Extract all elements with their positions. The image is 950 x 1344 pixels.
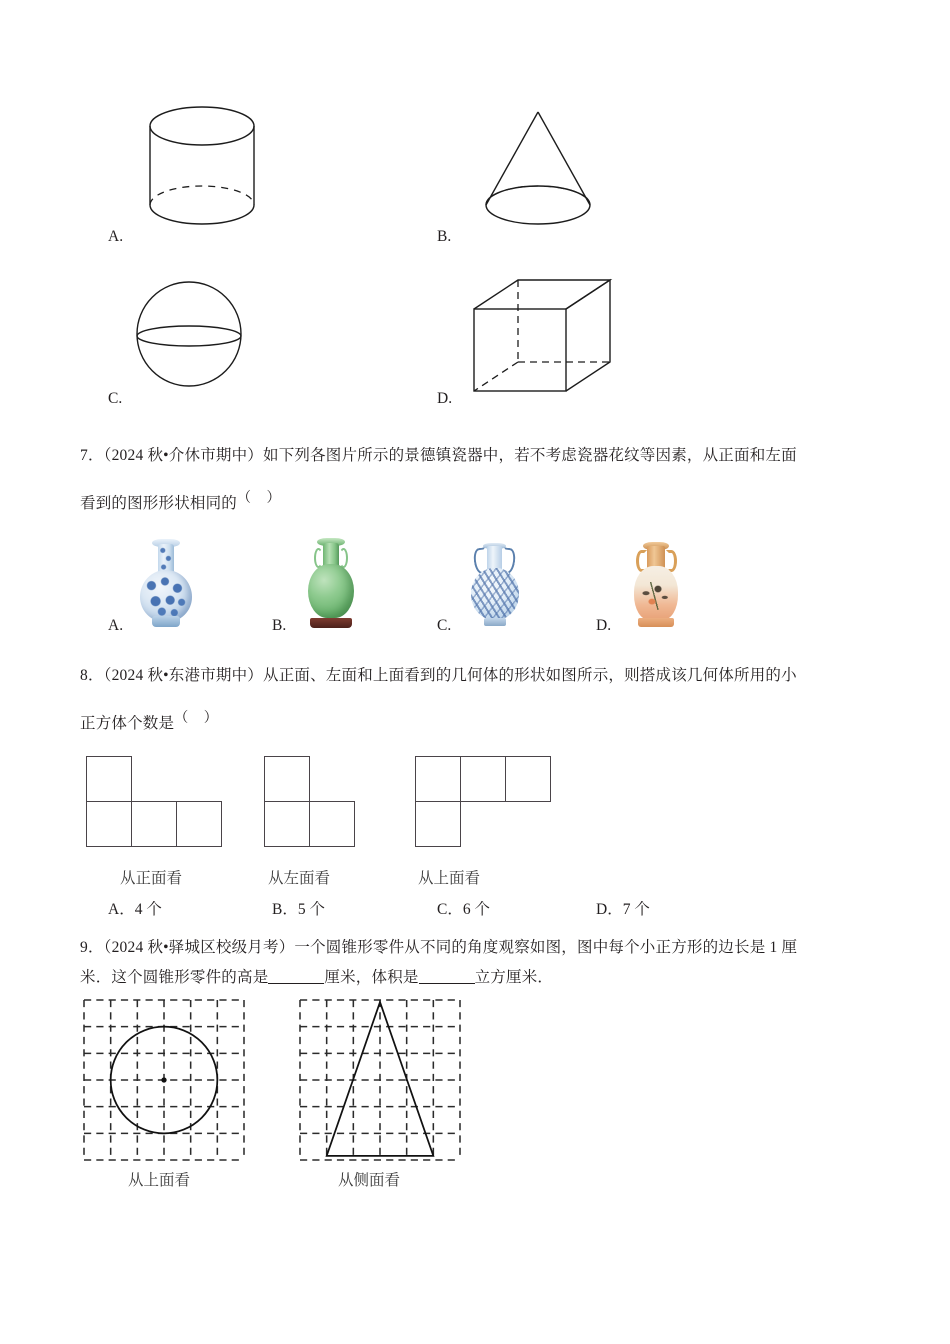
grid-cell xyxy=(131,801,177,847)
question-7-line-1 xyxy=(80,444,797,467)
choice-q8-c[interactable]: C．6 个 xyxy=(437,901,490,918)
view-front-diagram xyxy=(86,756,236,856)
grid-cell xyxy=(264,801,310,847)
answer-blank-volume[interactable] xyxy=(419,983,475,984)
vase-image-c xyxy=(462,532,530,632)
grid-cell xyxy=(309,801,355,847)
option-label-q7-b: B. xyxy=(272,617,287,634)
question-7-number: 7． xyxy=(80,447,104,464)
option-label-q6-b: B. xyxy=(437,228,452,245)
question-8-line-2 xyxy=(80,708,224,735)
figure-cylinder xyxy=(140,98,280,233)
grid-cell xyxy=(460,756,506,802)
figure-side-view-triangle xyxy=(300,1000,460,1160)
vase-image-a xyxy=(132,532,200,632)
question-7-answer-paren: （ ） xyxy=(237,491,287,506)
grid-cell xyxy=(415,756,461,802)
answer-blank-height[interactable] xyxy=(268,983,324,984)
view-top-diagram xyxy=(415,756,565,856)
figure-sphere xyxy=(133,278,263,396)
option-label-q7-d: D. xyxy=(596,617,612,634)
grid-cell xyxy=(415,801,461,847)
question-7-line-2 xyxy=(80,488,287,515)
grid-cell xyxy=(505,756,551,802)
figure-top-view-circle xyxy=(84,1000,244,1160)
grid-cell xyxy=(176,801,222,847)
caption-q9-top-view: 从上面看 xyxy=(128,1172,191,1189)
option-label-q6-d: D. xyxy=(437,390,453,407)
question-9-text-2c: 立方厘米． xyxy=(474,969,554,986)
question-8-answer-paren: （ ） xyxy=(174,711,224,726)
caption-q9-side-view: 从侧面看 xyxy=(338,1172,401,1189)
figure-cube xyxy=(466,272,636,402)
question-8-number: 8． xyxy=(80,667,104,684)
option-label-q7-c: C. xyxy=(437,617,452,634)
question-7-text-1: （2024 秋•介休市期中）如下列各图片所示的景德镇瓷器中，若不考虑瓷器花纹等因素，从正面和左面 xyxy=(103,447,797,464)
caption-front-view: 从正面看 xyxy=(120,870,183,887)
question-9-number: 9． xyxy=(80,939,104,956)
choice-q8-a[interactable]: A．4 个 xyxy=(108,901,162,918)
caption-left-view: 从左面看 xyxy=(268,870,331,887)
caption-top-view: 从上面看 xyxy=(418,870,481,887)
question-9-line-1 xyxy=(80,936,797,959)
choice-q8-d[interactable]: D．7 个 xyxy=(596,901,650,918)
question-9-line-2 xyxy=(80,966,553,989)
option-label-q6-c: C. xyxy=(108,390,123,407)
option-label-q6-a: A. xyxy=(108,228,124,245)
question-7-text-2: 看到的图形形状相同的 xyxy=(80,495,238,513)
grid-cell xyxy=(86,756,132,802)
question-8-line-1 xyxy=(80,664,797,687)
choice-q8-b[interactable]: B．5 个 xyxy=(272,901,325,918)
question-8-text-1: （2024 秋•东港市期中）从正面、左面和上面看到的几何体的形状如图所示，则搭成该几何体所用的小 xyxy=(103,667,797,684)
grid-cell xyxy=(264,756,310,802)
vase-image-d xyxy=(622,532,694,632)
vase-image-b xyxy=(298,532,366,632)
view-left-diagram xyxy=(264,756,369,856)
figure-cone xyxy=(470,98,620,233)
question-9-text-2a: 米．这个圆锥形零件的高是 xyxy=(80,969,269,986)
question-8-text-2: 正方体个数是 xyxy=(80,715,175,733)
option-label-q7-a: A. xyxy=(108,617,124,634)
grid-cell xyxy=(86,801,132,847)
question-9-text-2b: 厘米，体积是 xyxy=(324,969,419,986)
question-9-text-1: （2024 秋•驿城区校级月考）一个圆锥形零件从不同的角度观察如图，图中每个小正方形的边长是 1 厘 xyxy=(103,939,798,956)
